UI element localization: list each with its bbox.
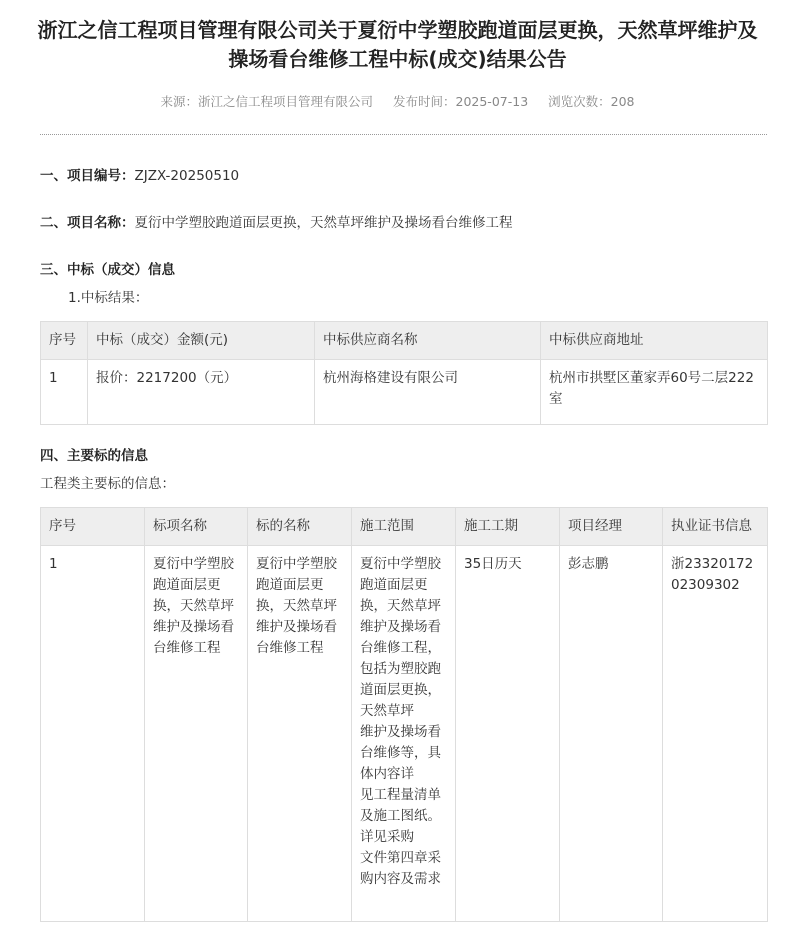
col-header-manager: 项目经理 [560, 508, 663, 546]
page-title: 浙江之信工程项目管理有限公司关于夏衍中学塑胶跑道面层更换，天然草坪维护及操场看台维修工程中标(成交)结果公告 [37, 18, 758, 71]
section-project-number [40, 166, 239, 186]
scope-line: 维护及操场看台维修等，具体内容详 [360, 724, 441, 782]
cell-certificate: 浙2332017202309302 [663, 546, 768, 922]
cell-no: 1 [41, 546, 145, 922]
scope-line: 详见采购 [360, 829, 414, 845]
scope-line: 夏衍中学塑胶跑道面层更换，天然草坪维护及操场看台维修工程，包括为塑胶跑道面层更换， [360, 556, 441, 698]
project-number-value: ZJZX-20250510 [134, 168, 240, 184]
cell-item-name: 夏衍中学塑胶跑道面层更换，天然草坪维护及操场看台维修工程 [145, 546, 248, 922]
col-header-duration: 施工工期 [456, 508, 560, 546]
cell-supplier-name: 杭州海格建设有限公司 [315, 360, 541, 425]
col-header-supplier-name: 中标供应商名称 [315, 322, 541, 360]
table-row [41, 546, 768, 922]
cell-duration: 35日历天 [456, 546, 560, 922]
col-header-no: 序号 [41, 508, 145, 546]
col-header-item-name: 标项名称 [145, 508, 248, 546]
col-header-scope: 施工范围 [352, 508, 456, 546]
col-header-supplier-address: 中标供应商地址 [541, 322, 768, 360]
project-name-value: 夏衍中学塑胶跑道面层更换，天然草坪维护及操场看台维修工程 [134, 215, 513, 231]
title-divider [40, 134, 767, 135]
section-project-name [40, 213, 513, 233]
col-header-amount: 中标（成交）金额(元) [88, 322, 315, 360]
scope-line: 文件第四章采购内容及需求 [360, 850, 441, 887]
section-subject-info [40, 446, 148, 466]
cell-subject-name: 夏衍中学塑胶跑道面层更换，天然草坪维护及操场看台维修工程 [248, 546, 352, 922]
award-result-subheading: 1.中标结果： [68, 290, 149, 306]
meta-views: 浏览次数：208 [548, 94, 635, 109]
meta-publish-time: 发布时间：2025-07-13 [393, 94, 529, 109]
cell-no: 1 [41, 360, 88, 425]
scope-line: 天然草坪 [360, 703, 414, 719]
project-name-label: 二、项目名称： [40, 215, 135, 231]
subject-info-table [40, 507, 768, 922]
cell-scope [352, 546, 456, 922]
table-header-row [41, 508, 768, 546]
cell-manager: 彭志鹏 [560, 546, 663, 922]
cell-amount: 报价：2217200（元） [88, 360, 315, 425]
project-number-label: 一、项目编号： [40, 168, 135, 184]
award-info-heading: 三、中标（成交）信息 [40, 262, 175, 278]
col-header-no: 序号 [41, 322, 88, 360]
award-result-table [40, 321, 768, 425]
col-header-subject-name: 标的名称 [248, 508, 352, 546]
article-meta [0, 93, 795, 111]
cell-supplier-address: 杭州市拱墅区董家弄60号二层222室 [541, 360, 768, 425]
table-row [41, 360, 768, 425]
col-header-certificate: 执业证书信息 [663, 508, 768, 546]
subject-info-subheading: 工程类主要标的信息： [40, 476, 175, 492]
scope-line: 见工程量清单及施工图纸。 [360, 787, 441, 824]
table-header-row [41, 322, 768, 360]
meta-source: 来源：浙江之信工程项目管理有限公司 [160, 94, 374, 109]
section-award-info [40, 260, 175, 280]
subject-info-heading: 四、主要标的信息 [40, 448, 148, 464]
